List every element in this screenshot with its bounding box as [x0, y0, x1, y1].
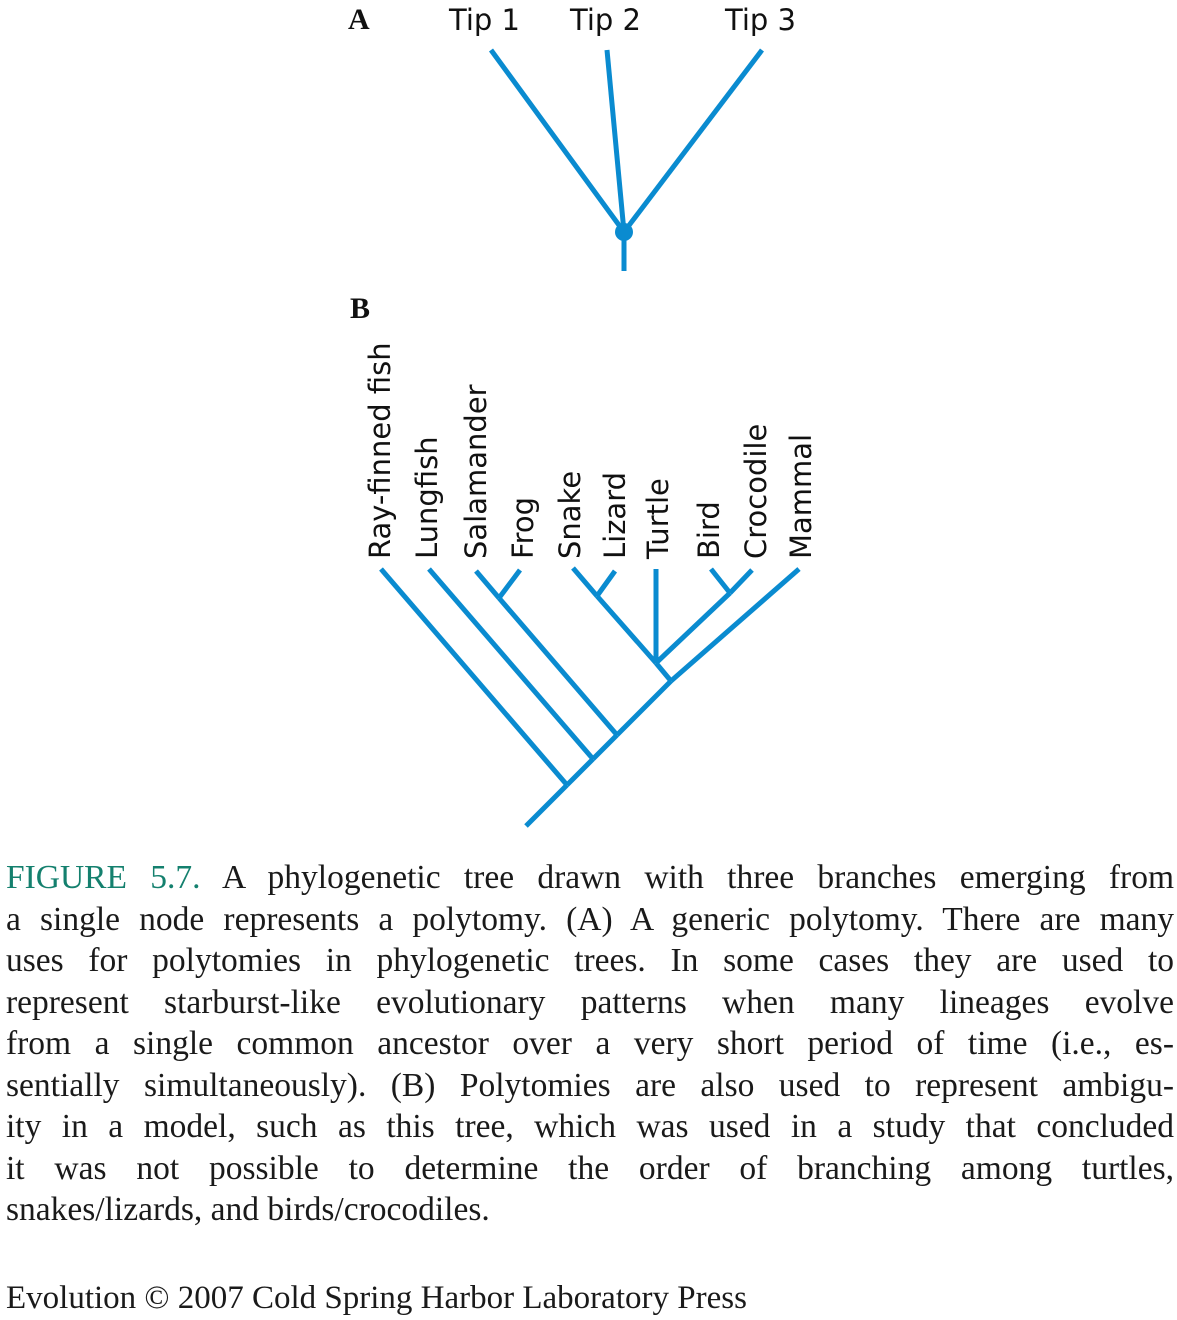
branch-lizard	[597, 571, 615, 596]
branch-tip-3	[624, 50, 762, 232]
root-branch-b	[526, 785, 567, 826]
backbone-3	[617, 681, 671, 735]
phylogenetic-tree-b	[381, 568, 799, 826]
copyright-credit: Evolution © 2007 Cold Spring Harbor Laboratory Press	[6, 1280, 747, 1316]
tip-label-1: Tip 1	[449, 3, 520, 37]
caption-line-5: from a single common ancestor over a very short period of time (i.e., es-	[6, 1025, 1174, 1062]
taxon-label-turtle: Turtle	[641, 478, 675, 559]
taxon-label-crocodile: Crocodile	[739, 423, 773, 559]
caption-line-3: uses for polytomies in phylogenetic trees. In some cases they are used to	[6, 942, 1174, 979]
backbone-1	[567, 759, 593, 785]
polytomy-tree-a	[491, 50, 762, 271]
branch-reptiles	[656, 663, 671, 681]
branch-tip-1	[491, 50, 624, 232]
figure-caption	[6, 857, 1174, 1231]
caption-line-1: A phylogenetic tree drawn with three branches emerging from	[200, 859, 1174, 896]
taxa-labels	[363, 342, 818, 560]
branch-squamates	[597, 596, 656, 663]
taxon-label-lizard: Lizard	[598, 471, 632, 559]
branch-amphibians	[499, 598, 617, 735]
branch-salamander	[476, 571, 499, 598]
caption-line-9: snakes/lizards, and birds/crocodiles.	[6, 1191, 490, 1228]
taxon-label-salamander: Salamander	[459, 384, 493, 559]
tip-label-3: Tip 3	[725, 3, 796, 37]
tip-label-2: Tip 2	[570, 3, 641, 37]
taxon-label-lungfish: Lungfish	[410, 436, 444, 559]
caption-line-8: it was not possible to determine the order of branching among turtles,	[6, 1149, 1174, 1187]
branch-bird	[711, 569, 730, 593]
figure-number: FIGURE 5.7.	[6, 859, 201, 896]
branch-ray-finned-fish	[381, 569, 567, 785]
caption-line-4: represent starburst-like evolutionary patterns when many lineages evolve	[6, 983, 1174, 1021]
taxon-label-frog: Frog	[506, 496, 540, 559]
branch-lungfish	[429, 569, 593, 759]
backbone-2	[593, 735, 617, 759]
branch-frog	[499, 570, 520, 598]
taxon-label-bird: Bird	[692, 501, 726, 559]
taxon-label-ray-finned-fish: Ray-finned fish	[363, 342, 397, 559]
branch-crocodile	[730, 570, 752, 593]
branch-tip-2	[607, 50, 624, 232]
panel-a-label: A	[348, 3, 370, 36]
caption-line-7: ity in a model, such as this tree, which was used in a study that concluded	[6, 1108, 1174, 1145]
polytomy-node	[615, 223, 633, 241]
caption-line-2: a single node represents a polytomy. (A) A generic polytomy. There are many	[6, 900, 1174, 938]
taxon-label-mammal: Mammal	[784, 433, 818, 559]
branch-archosaurs	[656, 593, 730, 663]
panel-b-label: B	[350, 292, 371, 325]
branch-snake	[573, 568, 597, 596]
caption-line-6: sentially simultaneously). (B) Polytomies are also used to represent ambigu-	[6, 1066, 1174, 1104]
taxon-label-snake: Snake	[553, 470, 587, 559]
